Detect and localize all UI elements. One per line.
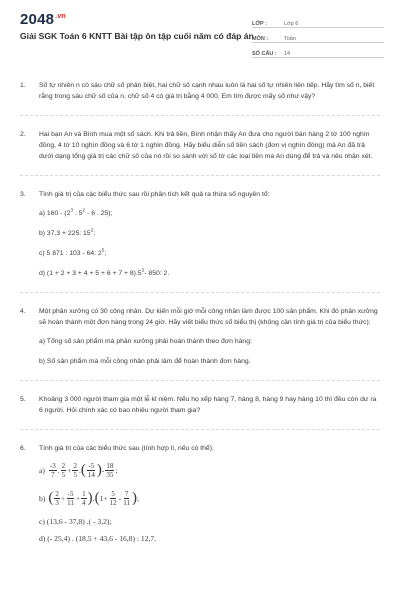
fraction: $\frac{2}{5}$ xyxy=(73,461,77,479)
question-3 xyxy=(20,189,380,279)
meta-value: 14 xyxy=(284,51,291,57)
question-number: 1. xyxy=(20,82,26,89)
question-text: Hai bạn An và Bình mua một số sách. Khi trả tiền, Bình nhận thấy An đưa cho người bán hàng 2 tờ 100 nghìn đồng, 4 tờ 10 nghìn đồng và 6 tờ 1 nghìn đồng. Hãy biểu diễn số tiền sách (đơn vị nghìn đồng) mà An đã trả dưới dạng tổng giá trị các chữ số của nó rồi so sánh với số tờ các loại tiền mà An dùng để trả và nêu nhận xét. xyxy=(39,131,373,160)
question-5 xyxy=(20,394,380,416)
question-1 xyxy=(20,80,380,102)
fraction: $\frac{2}{5}$ xyxy=(61,461,66,479)
subquestion-b: b) ( $\frac{2}{3}$ + $\frac{-5}{11}$ + $\frac{1}{4}$ ) . ( 1+ $\frac{5}{12}$ - $\frac{7}{11}$ ) ; xyxy=(39,489,140,507)
subquestion-c: c) (13,6 - 37,8) .( - 3,2); xyxy=(39,517,112,526)
question-2 xyxy=(20,129,380,162)
meta-label: SỐ CÂU : xyxy=(252,51,277,57)
question-number: 2. xyxy=(20,131,26,138)
question-4 xyxy=(20,306,380,367)
meta-row-count xyxy=(252,44,384,58)
subquestion-a: a) Tổng số sản phẩm mà phân xưởng phải hoàn thành theo đơn hàng; xyxy=(39,338,252,345)
meta-value: Toán xyxy=(284,36,296,42)
site-logo[interactable] xyxy=(20,11,66,28)
divider xyxy=(20,380,380,382)
question-text: Số tự nhiên n có sáu chữ số phân biệt, hai chữ số cạnh nhau luôn là hai số tự nhiên liên tiếp. Hãy tìm số n, biết rằng trong sáu chữ số của n, chữ số 4 có giá trị bằng 4 000. Em tìm được mấy số như vậy? xyxy=(39,82,375,100)
fraction: $\frac{-5}{11}$ xyxy=(67,489,74,507)
question-number: 3. xyxy=(20,191,26,198)
logo-text: 2048 xyxy=(20,11,55,28)
question-text: Khoảng 3 000 người tham gia một lễ kỉ niệm. Nếu họ xếp hàng 7, hàng 8, hàng 9 hay hàng 10 thì đều còn dư ra 6 người. Hỏi chính xác có bao nhiêu người tham gia? xyxy=(39,396,377,414)
divider xyxy=(20,115,380,117)
question-text: Tính giá trị của các biểu thức sau (tính hợp lí, nếu có thể): xyxy=(39,445,214,452)
subquestion-d: d) $(1 + 2 + 3 + 4 + 5 + 6 + 7 + 8).5^2-$ 850: 2. xyxy=(39,268,170,277)
logo-domain: .vn xyxy=(55,13,66,20)
subquestion-c: c) 5 871 : 103 - 64: $2^5$; xyxy=(39,248,107,257)
fraction: $\frac{2}{3}$ xyxy=(55,489,59,507)
question-text: Tính giá trị của các biểu thức sau rồi phân tích kết quả ra thừa số nguyên tố: xyxy=(39,191,270,198)
fraction: $\frac{18}{35}$ xyxy=(106,461,114,479)
subquestion-b: b) 37.3 + 225: $15^2$; xyxy=(39,228,96,237)
question-number: 6. xyxy=(20,445,26,452)
fraction: $\frac{-3}{7}$ xyxy=(49,461,56,479)
fraction: $\frac{1}{4}$ xyxy=(82,489,86,507)
meta-label: LỚP : xyxy=(252,21,267,27)
question-list xyxy=(20,80,380,544)
subquestion-a: a) $160 - (2^3$ . $5^2 - 6$ . 25); xyxy=(39,208,113,217)
meta-table xyxy=(252,14,384,59)
divider xyxy=(20,175,380,177)
question-6 xyxy=(20,443,380,544)
subquestion-b: b) Số sản phẩm mà mỗi công nhân phải làm để hoàn thành đơn hàng. xyxy=(39,358,251,365)
document-header xyxy=(0,0,400,58)
divider xyxy=(20,292,380,294)
fraction: $\frac{-5}{14}$ xyxy=(87,461,95,479)
fraction: $\frac{7}{11}$ xyxy=(123,489,130,507)
subquestion-a: a) $\frac{-3}{7}$ . $\frac{2}{5}$ + $\frac{2}{5}$ . ( $\frac{-5}{14}$ ) - $\frac{18}{35}$ ; xyxy=(39,461,118,479)
question-text: Một phân xưởng có 30 công nhân. Dự kiến mỗi giờ mỗi công nhân làm được 100 sản phẩm. Khi đó phân xưởng sẽ hoàn thành một đơn hàng trong 24 giờ. Hãy viết biểu thức số biểu thị (không cần tính giá trị của biểu thức): xyxy=(39,308,378,326)
meta-row-subject xyxy=(252,29,384,43)
subquestion-d: d) (- 25,4) . (18,5 + 43,6 - 16,8) : 12,7. xyxy=(39,534,157,543)
document-title: Giải SGK Toán 6 KNTT Bài tập ôn tập cuối năm có đáp án xyxy=(20,31,254,41)
question-number: 5. xyxy=(20,396,26,403)
question-number: 4. xyxy=(20,308,26,315)
meta-label: MÔN : xyxy=(252,36,269,42)
fraction: $\frac{5}{12}$ xyxy=(109,489,117,507)
divider xyxy=(20,429,380,431)
meta-row-class xyxy=(252,14,384,28)
meta-value: Lớp 6 xyxy=(284,21,299,27)
